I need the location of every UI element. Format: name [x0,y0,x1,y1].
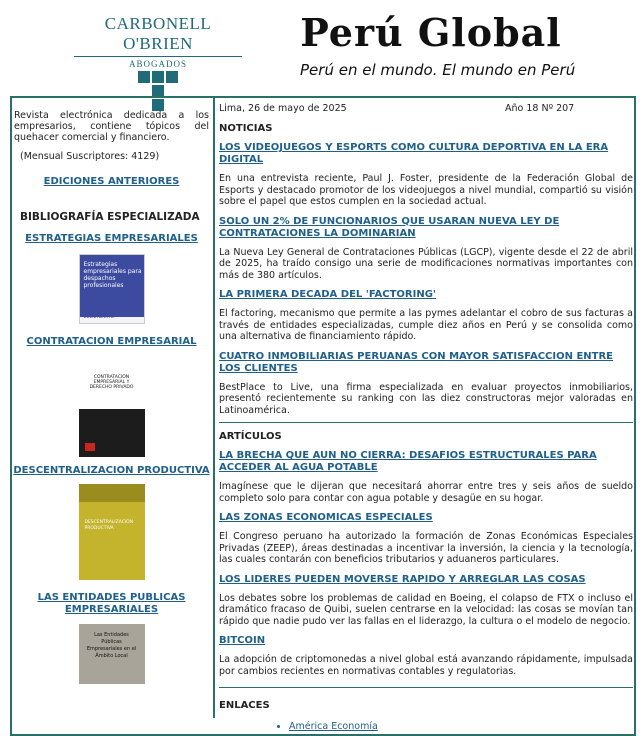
news-summary: El factoring, mecanismo que permite a las pymes adelantar el cobro de sus facturas a través de entidades especializadas, cumple diez años en Perú y se consolida como una alternativa de financiamiento rápido. [219,308,633,342]
book-cover-publisher: ELDERECHO [83,314,115,320]
firm-logo-sub: ABOGADOS [128,59,187,69]
main-column [219,103,633,734]
issue-number: Año 18 Nº 207 [505,103,575,114]
news-summary: BestPlace to Live, una firma especializada en evaluar proyectos inmobiliarios, presentó recientemente su ranking con las diez constructoras mejor valoradas en Latinoamérica. [219,381,633,416]
book-link-contratacion[interactable]: CONTRATACION EMPRESARIAL [26,336,197,347]
article-summary: Los debates sobre los problemas de calidad en Boeing, el colapso de FTX o incluso el dramático fracaso de Quibi, suelen centrarse en la velocidad: las cosas se movían tan rápido que nadie pudo ver las fallas en el liderazgo, la cultura o el modelo de negocio. [219,592,633,627]
news-title[interactable]: SOLO UN 2% DE FUNCIONARIOS QUE USARAN NUEVA LEY DE CONTRATACIONES LA DOMINARIAN [219,215,560,239]
book-link-entidades[interactable]: LAS ENTIDADES PUBLICAS EMPRESARIALES [37,592,186,615]
article-title[interactable]: LA BRECHA QUE AUN NO CIERRA: DESAFIOS ESTRUCTURALES PARA ACCEDER AL AGUA POTABLE [219,450,597,473]
publication-tagline: Perú en el mundo. El mundo en Perú [300,61,576,79]
external-link[interactable]: • América Economía [289,721,633,732]
book-cover-contratacion[interactable] [79,365,145,457]
article-title[interactable]: LAS ZONAS ECONOMICAS ESPECIALES [219,512,433,523]
section-divider [219,422,633,423]
book-cover-descentralizacion[interactable] [79,484,145,580]
book-cover-title: DESCENTRALIZACIÓN PRODUCTIVA [84,520,134,531]
news-heading: NOTICIAS [219,123,273,134]
sidebar-intro: Revista electrónica dedicada a los empresarios, contiene tópicos del quehacer comercial y financiero. [14,110,209,143]
sidebar [12,110,211,684]
firm-logo-name: CARBONELL O'BRIEN [104,14,212,53]
book-cover-title: CONTRATACIÓN EMPRESARIAL Y DERECHO PRIVADO [89,375,134,390]
publication-brand [300,8,576,79]
links-heading: ENLACES [219,700,270,711]
news-summary: La Nueva Ley General de Contrataciones Públicas (LGCP), vigente desde el 22 de abril de 2025, ha traído consigo una serie de modificaciones normativas importantes con más de 380 artículos. [219,246,633,281]
section-divider [219,687,633,688]
logo-rule [74,56,242,57]
articles-heading: ARTÍCULOS [219,431,282,442]
bibliography-heading: BIBLIOGRAFÍA ESPECIALIZADA [20,211,200,223]
book-cover-title: Estrategias empresariales para despachos profesionales [83,261,142,289]
book-cover-title: Las Entidades Públicas Empresariales en el Ámbito Local [86,632,137,659]
issue-dateline [219,103,633,117]
news-title[interactable]: CUATRO INMOBILIARIAS PERUANAS CON MAYOR SATISFACCION ENTRE LOS CLIENTES [219,350,614,374]
article-summary: La adopción de criptomonedas a nivel global está avanzando rápidamente, impulsada por cambios recientes en normativas contables y regulatorias. [219,654,633,677]
issue-date: Lima, 26 de mayo de 2025 [219,103,347,114]
publication-title: Perú Global [300,10,562,55]
subscriber-count: (Mensual Suscriptores: 4129) [20,151,160,162]
news-title[interactable]: LOS VIDEOJUEGOS Y ESPORTS COMO CULTURA DEPORTIVA EN LA ERA DIGITAL [219,142,609,165]
article-title[interactable]: LOS LIDERES PUEDEN MOVERSE RAPIDO Y ARREGLAR LAS COSAS [219,573,586,585]
column-divider [213,98,215,718]
book-cover-entidades[interactable] [79,624,145,684]
article-summary: Imagínese que le dijeran que necesitará ahorrar entre tres y seis años de sueldo completo solo para contar con agua potable y desagüe en su hogar. [219,481,633,504]
book-link-estrategias[interactable]: ESTRATEGIAS EMPRESARIALES [25,233,198,244]
news-summary: En una entrevista reciente, Paul J. Foster, presidente de la Federación Global de Esports y destacado promotor de los videojuegos a nivel mundial, compartió su visión sobre el papel que estos cumplen en la sociedad actual. [219,173,633,207]
links-list [249,721,633,732]
article-summary: El Congreso peruano ha autorizado la formación de Zonas Económicas Especiales Privadas (ZEEP), áreas destinadas a incentivar la inversión, la ciencia y la tecnología, las cuales contarán con beneficios tributarios y aduaneros particulares. [219,531,633,565]
news-title[interactable]: LA PRIMERA DECADA DEL 'FACTORING' [219,289,436,300]
archive-link[interactable]: EDICIONES ANTERIORES [43,176,180,187]
masthead [0,0,644,96]
book-link-descentralizacion[interactable]: DESCENTRALIZACION PRODUCTIVA [13,465,210,476]
article-title[interactable]: BITCOIN [219,635,266,646]
book-cover-estrategias[interactable] [79,254,145,324]
